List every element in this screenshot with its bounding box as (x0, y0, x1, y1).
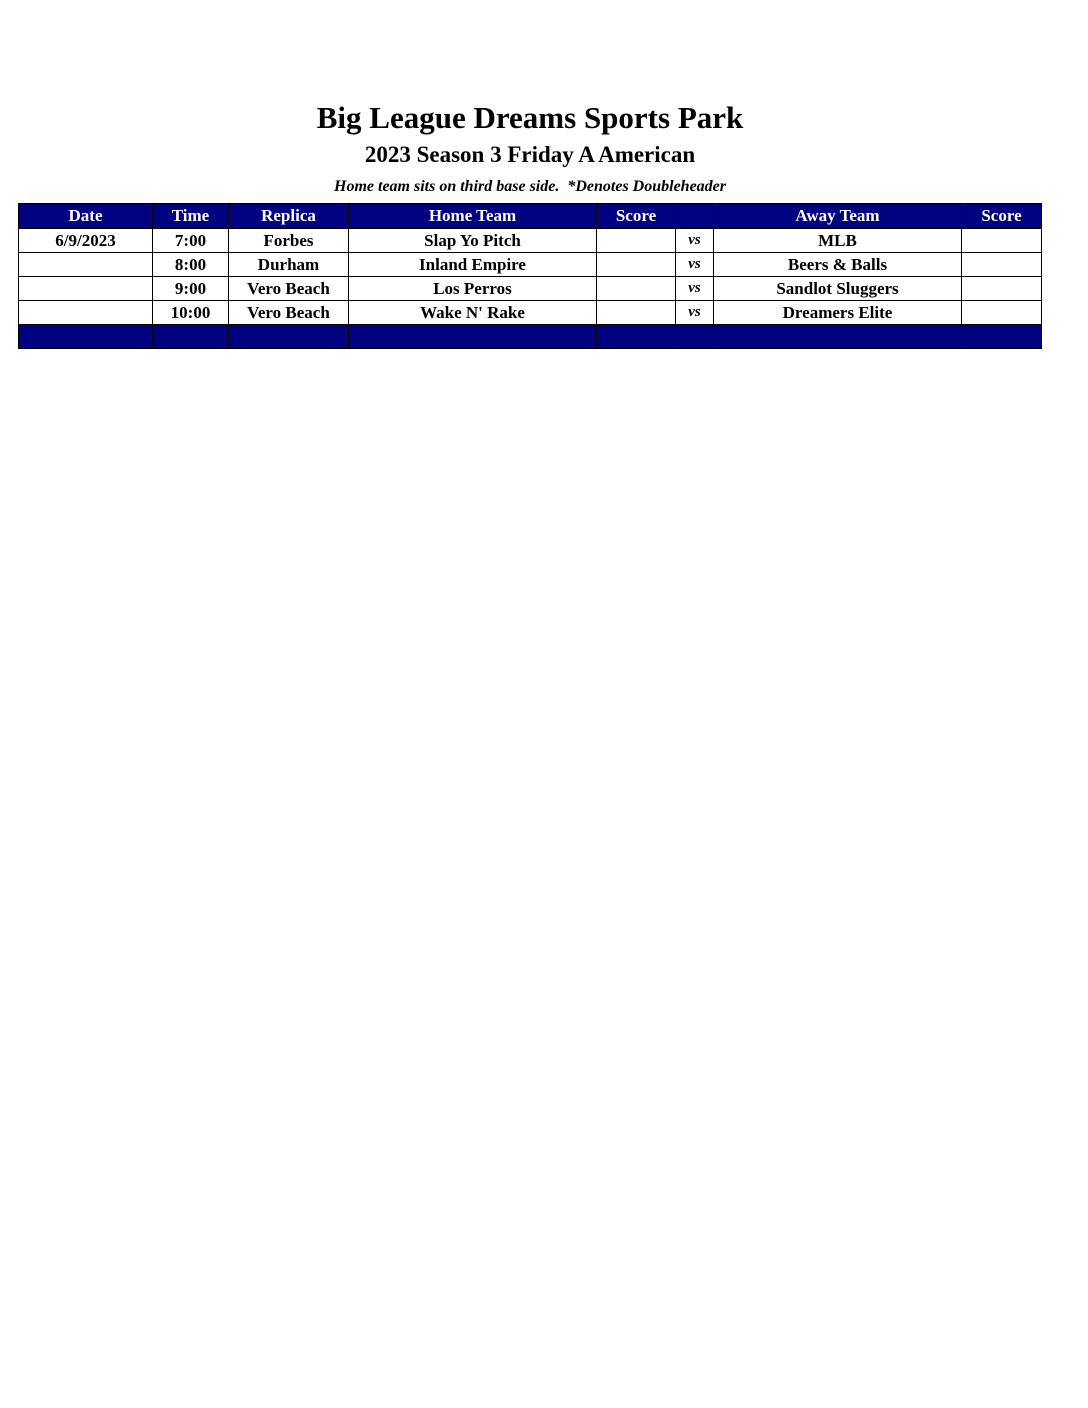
cell-away-team: Beers & Balls (714, 253, 962, 277)
column-header-home-team: Home Team (349, 204, 597, 229)
column-header-away-team: Away Team (714, 204, 962, 229)
cell-date (19, 253, 153, 277)
cell-home-team: Inland Empire (349, 253, 597, 277)
cell-replica: Vero Beach (229, 301, 349, 325)
cell-time: 7:00 (153, 229, 229, 253)
cell-home-score (597, 301, 676, 325)
schedule-table (18, 203, 1042, 349)
cell-replica: Vero Beach (229, 277, 349, 301)
cell-home-score (597, 229, 676, 253)
footer-cell (349, 325, 597, 349)
cell-vs: vs (676, 301, 714, 325)
column-header-time: Time (153, 204, 229, 229)
cell-vs: vs (676, 229, 714, 253)
table-row (19, 253, 1042, 277)
cell-away-score (962, 229, 1042, 253)
column-header-home-score: Score (597, 204, 676, 229)
footer-cell (597, 325, 676, 349)
cell-away-score (962, 253, 1042, 277)
cell-home-team: Wake N' Rake (349, 301, 597, 325)
cell-home-team: Slap Yo Pitch (349, 229, 597, 253)
cell-time: 9:00 (153, 277, 229, 301)
cell-away-score (962, 301, 1042, 325)
column-header-date: Date (19, 204, 153, 229)
cell-date (19, 301, 153, 325)
cell-home-team: Los Perros (349, 277, 597, 301)
cell-home-score (597, 253, 676, 277)
table-row (19, 277, 1042, 301)
footer-cell (229, 325, 349, 349)
cell-replica: Durham (229, 253, 349, 277)
cell-date: 6/9/2023 (19, 229, 153, 253)
cell-date (19, 277, 153, 301)
cell-vs: vs (676, 253, 714, 277)
cell-away-team: MLB (714, 229, 962, 253)
table-footer-row (19, 325, 1042, 349)
cell-vs: vs (676, 277, 714, 301)
table-row (19, 301, 1042, 325)
cell-time: 10:00 (153, 301, 229, 325)
column-header-replica: Replica (229, 204, 349, 229)
footer-cell (676, 325, 714, 349)
cell-away-team: Sandlot Sluggers (714, 277, 962, 301)
cell-home-score (597, 277, 676, 301)
cell-away-team: Dreamers Elite (714, 301, 962, 325)
footer-cell (714, 325, 962, 349)
schedule-note: Home team sits on third base side. *Denotes Doubleheader (334, 178, 726, 195)
footer-cell (962, 325, 1042, 349)
cell-replica: Forbes (229, 229, 349, 253)
column-header-away-score: Score (962, 204, 1042, 229)
footer-cell (153, 325, 229, 349)
table-row (19, 229, 1042, 253)
table-header-row (19, 204, 1042, 229)
page-title: Big League Dreams Sports Park (316, 100, 744, 135)
page-subtitle: 2023 Season 3 Friday A American (364, 142, 696, 167)
footer-cell (19, 325, 153, 349)
cell-away-score (962, 277, 1042, 301)
cell-time: 8:00 (153, 253, 229, 277)
column-header-vs (676, 204, 714, 229)
